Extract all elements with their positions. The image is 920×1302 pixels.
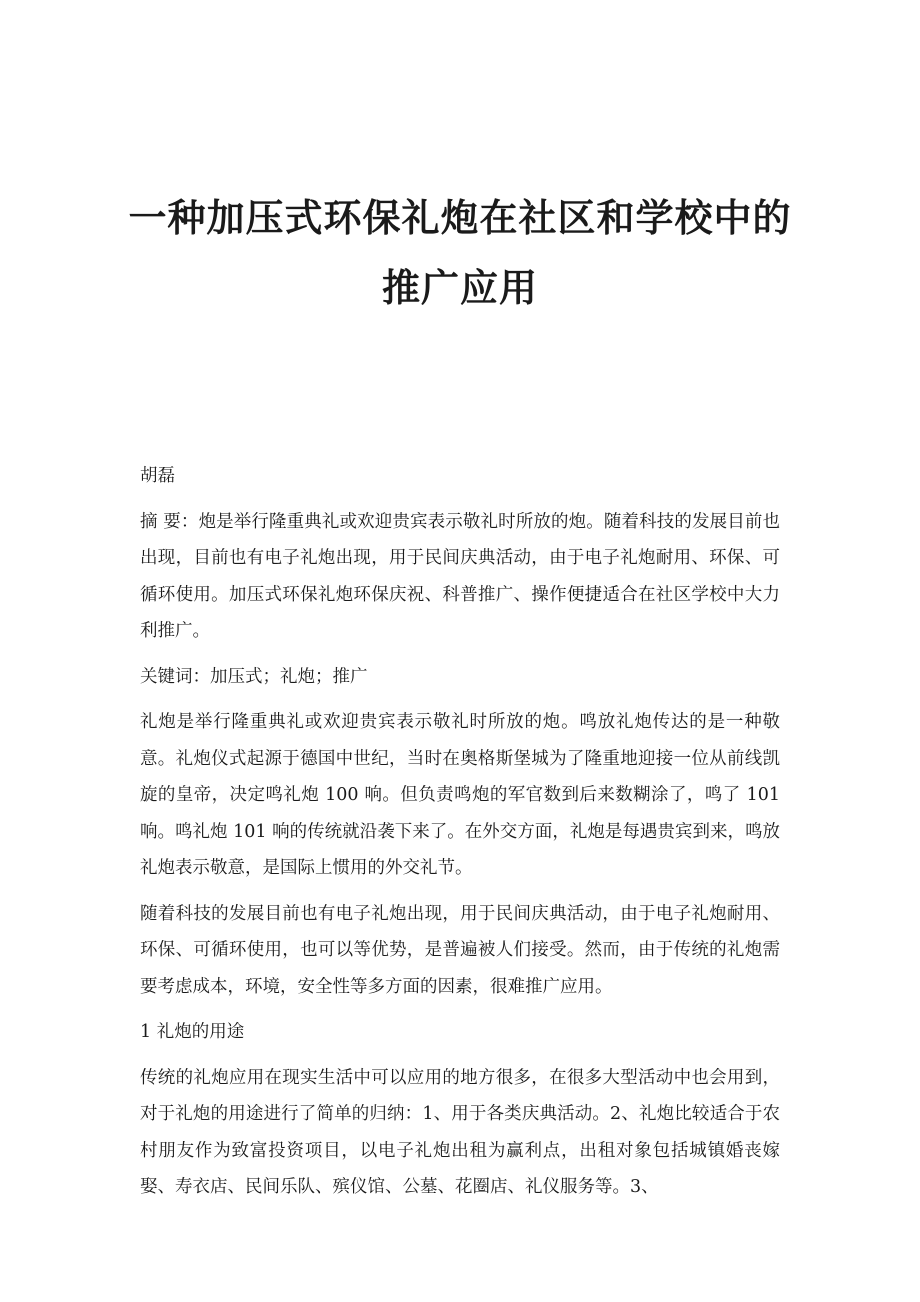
author-name: 胡磊 — [140, 466, 175, 486]
abstract-text: 炮是举行隆重典礼或欢迎贵宾表示敬礼时所放的炮。随着科技的发展目前也出现，目前也有电子礼炮出现，用于民间庆典活动，由于电子礼炮耐用、环保、可循环使用。加压式环保礼炮环保庆祝、科普推广、操作便捷适合在社区学校中大力利推广。 — [140, 511, 780, 641]
paper-title-line-2: 推广应用 — [381, 266, 538, 310]
keywords-label: 关键词： — [140, 666, 210, 687]
body-paragraph-2: 随着科技的发展目前也有电子礼炮出现，用于民间庆典活动，由于电子礼炮耐用、环保、可循环使用，也可以等优势，是普遍被人们接受。然而，由于传统的礼炮需要考虑成本，环境，安全性等多方面的因素，很难推广应用。 — [140, 903, 780, 997]
abstract-label: 摘 要： — [140, 511, 199, 532]
keywords-paragraph — [140, 659, 780, 696]
keywords-text: 加压式；礼炮；推广 — [210, 666, 368, 687]
paper-title-line-1: 一种加压式环保礼炮在社区和学校中的 — [128, 196, 792, 240]
paper-body — [140, 458, 780, 1215]
body-paragraph-1: 礼炮是举行隆重典礼或欢迎贵宾表示敬礼时所放的炮。鸣放礼炮传达的是一种敬意。礼炮仪式起源于德国中世纪，当时在奥格斯堡城为了隆重地迎接一位从前线凯旋的皇帝，决定鸣礼炮 100 响。但负责鸣炮的军官数到后来数糊涂了，鸣了 101 响。鸣礼炮 101 响的传统就沿袭下来了。在外交方面，礼炮是每遇贵宾到来，鸣放礼炮表示敬意，是国际上惯用的外交礼节。 — [140, 712, 780, 878]
section-1-paragraph: 传统的礼炮应用在现实生活中可以应用的地方很多，在很多大型活动中也会用到，对于礼炮的用途进行了简单的归纳：1、用于各类庆典活动。2、礼炮比较适合于农村朋友作为致富投资项目，以电子礼炮出租为赢利点，出租对象包括城镇婚丧嫁娶、寿衣店、民间乐队、殡仪馆、公墓、花圈店、礼仪服务等。3、 — [140, 1067, 780, 1197]
section-heading-1: 1 礼炮的用途 — [140, 1022, 245, 1042]
abstract-paragraph — [140, 504, 780, 650]
